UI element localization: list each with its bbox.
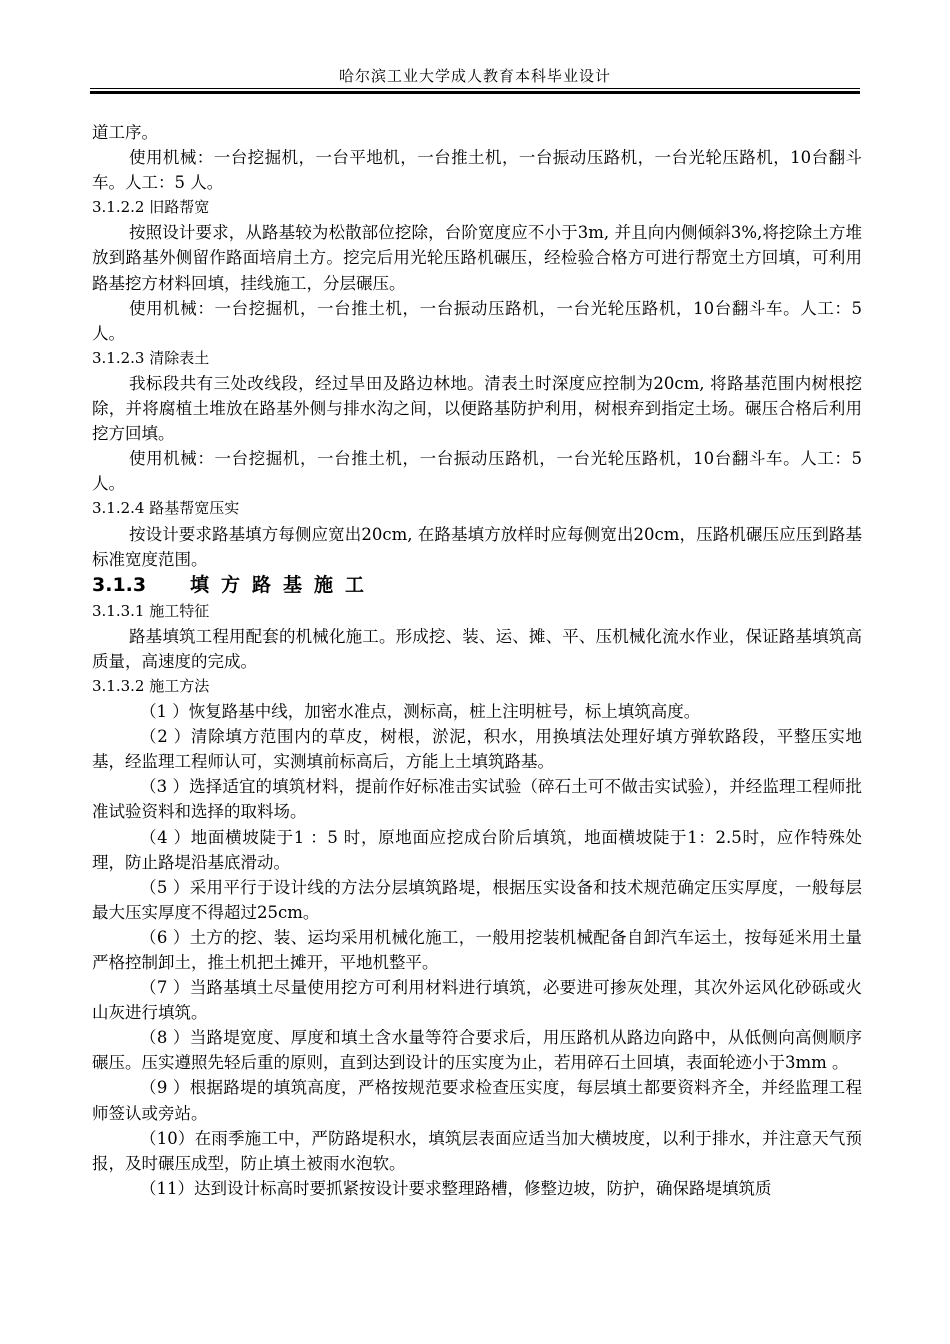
header-rule-thin [90, 88, 860, 89]
list-item: （1 ）恢复路基中线，加密水准点，测标高，桩上注明桩号，标上填筑高度。 [140, 702, 701, 722]
paragraph: 路基填筑工程用配套的机械化施工。形成挖、装、运、摊、平、压机械化流水作业，保证路基填筑高质量，高速度的完成。 [92, 626, 862, 671]
list-item: （8 ）当路堤宽度、厚度和填土含水量等符合要求后，用压路机从路边向路中，从低侧向高侧顺序碾压。压实遵照先轻后重的原则，直到达到设计的压实度为止，若用碎石土回填，表面轮迹小于3mm 。 [92, 1028, 862, 1073]
list-item: （10）在雨季施工中，严防路堤积水，填筑层表面应适当加大横坡度，以利于排水，并注意天气预报，及时碾压成型，防止填土被雨水泡软。 [92, 1128, 862, 1173]
list-item: （6 ）土方的挖、装、运均采用机械化施工，一般用挖装机械配备自卸汽车运土，按每延米用土量严格控制卸土，推土机把土摊开，平地机整平。 [92, 927, 862, 972]
subsection-heading: 3.1.2.3 清除表土 [92, 348, 210, 367]
subsection-heading: 3.1.3.2 施工方法 [92, 676, 210, 695]
subsection-heading: 3.1.2.4 路基帮宽压实 [92, 499, 240, 518]
paragraph: 我标段共有三处改线段，经过旱田及路边林地。清表土时深度应控制为20cm, 将路基范围内树根挖除，并将腐植土堆放在路基外侧与排水沟之间，以便路基防护利用，树根弃到指定土场。碾压合格后利用挖方回填。 [92, 373, 862, 444]
list-item: （9 ）根据路堤的填筑高度，严格按规范要求检查压实度，每层填土都要资料齐全，并经监理工程师签认或旁站。 [92, 1078, 862, 1123]
list-item: （11）达到设计标高时要抓紧按设计要求整理路槽，修整边坡，防护，确保路堤填筑质 [140, 1178, 772, 1198]
list-item: （2 ）清除填方范围内的草皮，树根，淤泥，积水，用换填法处理好填方弹软路段，平整压实地基，经监理工程师认可，实测填前标高后，方能上土填筑路基。 [92, 727, 862, 772]
list-item: （3 ）选择适宜的填筑材料，提前作好标准击实试验（碎石土可不做击实试验），并经监理工程师批准试验资料和选择的取料场。 [92, 777, 862, 822]
paragraph: 按设计要求路基填方每侧应宽出20cm, 在路基填方放样时应每侧宽出20cm，压路机碾压应压到路基标准宽度范围。 [92, 524, 862, 569]
paragraph: 按照设计要求，从路基较为松散部位挖除，台阶宽度应不小于3m, 并且向内侧倾斜3%,将挖除土方堆放到路基外侧留作路面培肩土方。挖完后用光轮压路机碾压，经检验合格方可进行帮宽土方回填，可利用路基挖方材料回填，挂线施工，分层碾压。 [92, 223, 862, 293]
section-heading [92, 572, 862, 599]
list-item: （5 ）采用平行于设计线的方法分层填筑路堤，根据压实设备和技术规范确定压实厚度，一般每层最大压实厚度不得超过25cm。 [92, 877, 862, 922]
page-header-title: 哈尔滨工业大学成人教育本科毕业设计 [338, 67, 611, 85]
list-item: （4 ）地面横坡陡于1 ：5 时，原地面应挖成台阶后填筑，地面横坡陡于1：2.5时，应作特殊处理，防止路堤沿基底滑动。 [92, 827, 862, 872]
paragraph: 道工序。 [92, 123, 158, 142]
document-body [92, 120, 862, 1201]
section-number: 3.1.3 [92, 573, 147, 596]
subsection-heading: 3.1.3.1 施工特征 [92, 601, 210, 620]
paragraph: 使用机械：一台挖掘机，一台平地机，一台推土机，一台振动压路机，一台光轮压路机，10台翻斗车。人工：5 人。 [92, 148, 862, 193]
paragraph: 使用机械：一台挖掘机，一台推土机，一台振动压路机，一台光轮压路机，10台翻斗车。人工：5 人。 [92, 298, 862, 343]
list-item: （7 ）当路基填土尽量使用挖方可利用材料进行填筑，必要进可掺灰处理，其次外运风化砂砾或火山灰进行填筑。 [92, 978, 862, 1023]
paragraph: 使用机械：一台挖掘机，一台推土机，一台振动压路机，一台光轮压路机，10台翻斗车。人工：5 人。 [92, 449, 862, 494]
section-title: 填方路基施工 [190, 573, 377, 596]
header-rule-thick [90, 91, 860, 94]
subsection-heading: 3.1.2.2 旧路帮宽 [92, 198, 210, 217]
